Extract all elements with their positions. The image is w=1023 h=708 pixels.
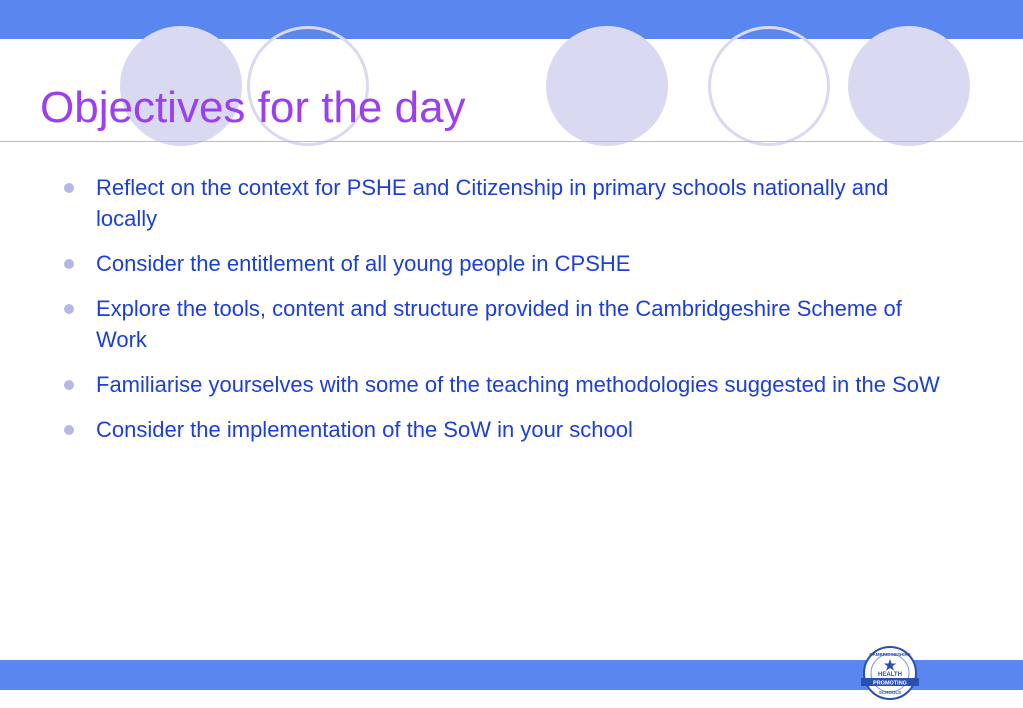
bullet-text: Consider the implementation of the SoW in your school [96, 417, 633, 442]
decor-circle-filled [546, 26, 668, 146]
title-divider [0, 141, 1023, 142]
slide-title: Objectives for the day [40, 83, 466, 132]
logo-text-top: CAMBRIDGESHIRE [869, 652, 911, 657]
bullet-icon [64, 425, 74, 435]
bullet-icon [64, 183, 74, 193]
bullet-text: Explore the tools, content and structure provided in the Cambridgeshire Scheme of Work [96, 296, 902, 352]
decor-circle-outline [708, 26, 830, 146]
bullet-text: Familiarise yourselves with some of the teaching methodologies suggested in the SoW [96, 372, 940, 397]
list-item [62, 248, 942, 279]
bullet-text: Consider the entitlement of all young people in CPSHE [96, 251, 631, 276]
bullet-text: Reflect on the context for PSHE and Citizenship in primary schools nationally and locally [96, 175, 889, 231]
objectives-list [62, 172, 942, 459]
list-item [62, 172, 942, 234]
bullet-icon [64, 304, 74, 314]
list-item [62, 369, 942, 400]
logo-banner-text: PROMOTING [873, 680, 907, 687]
bullet-icon [64, 380, 74, 390]
healthy-schools-logo-icon [858, 645, 922, 701]
list-item [62, 414, 942, 445]
list-item [62, 293, 942, 355]
bullet-icon [64, 259, 74, 269]
logo-text-bottom: SCHOOLS [878, 690, 902, 695]
logo-text-middle: HEALTH [878, 672, 902, 678]
decor-circle-filled [848, 26, 970, 146]
